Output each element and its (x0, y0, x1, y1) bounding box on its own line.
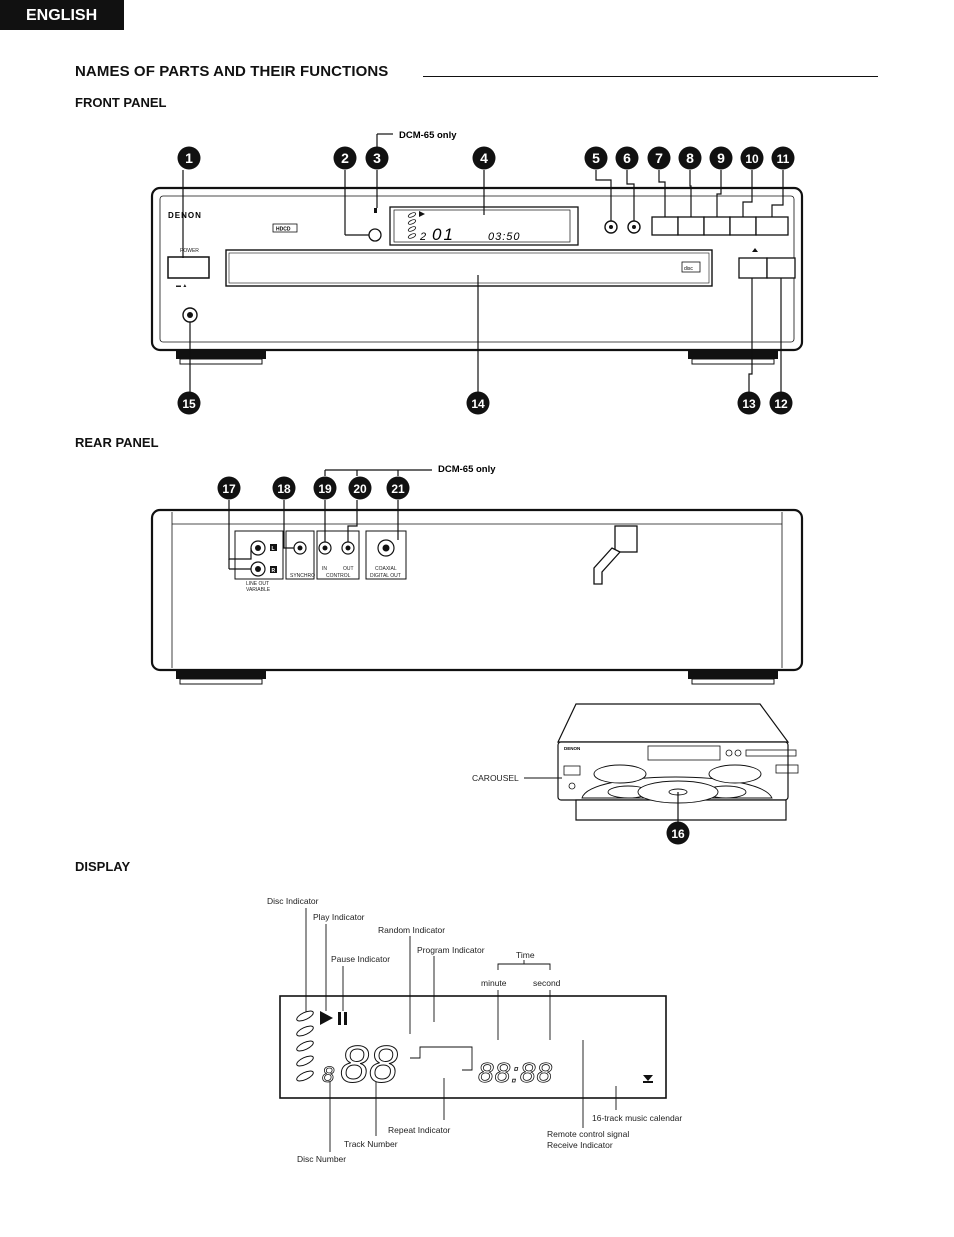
control-label: CONTROL (326, 573, 351, 579)
display-window (280, 996, 666, 1098)
callout-3: 3 (373, 150, 381, 166)
callout-20: 20 (353, 482, 367, 496)
callout-8: 8 (686, 150, 694, 166)
display-track-number: 88 (340, 1036, 398, 1094)
line-out-label: LINE OUT (246, 581, 270, 587)
play-indicator-label: Play Indicator (313, 912, 365, 922)
rear-dcm-note: DCM-65 only (438, 464, 496, 475)
callout-2: 2 (341, 150, 349, 166)
in-label: IN (322, 566, 327, 572)
button-11[interactable] (756, 217, 788, 235)
disc-tray[interactable] (226, 250, 712, 286)
second-label: second (533, 978, 561, 988)
repeat-indicator-label: Repeat Indicator (388, 1125, 451, 1135)
pause-indicator-label: Pause Indicator (331, 954, 391, 964)
front-hdcd-logo: HDCD (276, 226, 291, 233)
language-tab: ENGLISH (0, 0, 124, 30)
calendar-label: 16-track music calendar (592, 1113, 683, 1123)
digital-out-label: DIGITAL OUT (370, 573, 401, 579)
callout-19: 19 (318, 482, 332, 496)
section-title: NAMES OF PARTS AND THEIR FUNCTIONS (75, 63, 389, 80)
callout-9: 9 (717, 150, 725, 166)
button-8[interactable] (678, 217, 704, 235)
channel-r-label: R (271, 568, 276, 574)
disc-number-label: Disc Number (297, 1154, 347, 1164)
display-time: 88:88 (478, 1057, 554, 1088)
callout-14: 14 (471, 397, 485, 411)
rear-panel-heading: REAR PANEL (75, 435, 159, 450)
dcm-led (374, 208, 377, 213)
cd-logo-text: disc (684, 266, 693, 272)
disc-indicator-label: Disc Indicator (267, 896, 319, 906)
callout-7: 7 (655, 150, 663, 166)
synchro-label: SYNCHRO (290, 573, 316, 579)
title-rule (423, 76, 878, 77)
rear-panel-diagram (0, 460, 954, 692)
button-7[interactable] (652, 217, 678, 235)
front-display-track: 01 (432, 225, 455, 244)
pause-icon (338, 1012, 341, 1025)
callout-12: 12 (774, 397, 788, 411)
remote-sensor (369, 229, 381, 241)
power-button[interactable] (168, 257, 209, 278)
callout-13: 13 (742, 397, 756, 411)
display-diagram (240, 890, 720, 1170)
carousel-label: CAROUSEL (472, 773, 519, 783)
display-heading: DISPLAY (75, 859, 131, 874)
random-indicator-label: Random Indicator (378, 925, 446, 935)
front-dcm-note: DCM-65 only (399, 130, 457, 141)
callout-17: 17 (222, 482, 236, 496)
button-10[interactable] (730, 217, 756, 235)
carousel-diagram (460, 696, 800, 852)
coaxial-label: COAXIAL (375, 566, 397, 572)
callout-11: 11 (776, 152, 790, 166)
front-display-disc: 2 (420, 231, 427, 243)
callout-21: 21 (391, 482, 405, 496)
carousel-brand: DENON (564, 746, 581, 751)
front-display-time: 03:50 (488, 231, 521, 243)
display-disc-number: 8 (322, 1062, 335, 1087)
callout-5: 5 (592, 150, 600, 166)
remote-label-line1: Remote control signal (547, 1129, 630, 1139)
callout-4: 4 (480, 150, 488, 166)
front-panel-heading: FRONT PANEL (75, 95, 167, 110)
callout-18: 18 (277, 482, 291, 496)
front-panel-diagram (0, 120, 954, 420)
out-label: OUT (343, 566, 354, 572)
rear-callouts (218, 477, 410, 500)
front-foot-right (688, 350, 778, 359)
callout-1: 1 (185, 150, 193, 166)
button-13[interactable] (739, 258, 767, 278)
callout-10: 10 (745, 152, 759, 166)
callout-6: 6 (623, 150, 631, 166)
track-number-label: Track Number (344, 1139, 398, 1149)
front-brand: DENON (168, 211, 202, 220)
callout-16: 16 (671, 827, 685, 841)
time-label: Time (516, 950, 535, 960)
remote-label-line2: Receive Indicator (547, 1140, 613, 1150)
power-marks: ▬ ▲ (176, 283, 188, 289)
minute-label: minute (481, 978, 507, 988)
variable-label: VARIABLE (246, 587, 271, 593)
button-9[interactable] (704, 217, 730, 235)
button-12[interactable] (767, 258, 795, 278)
channel-l-label: L (271, 546, 275, 552)
callout-15: 15 (182, 397, 196, 411)
program-indicator-label: Program Indicator (417, 945, 485, 955)
power-label: POWER (180, 248, 199, 254)
